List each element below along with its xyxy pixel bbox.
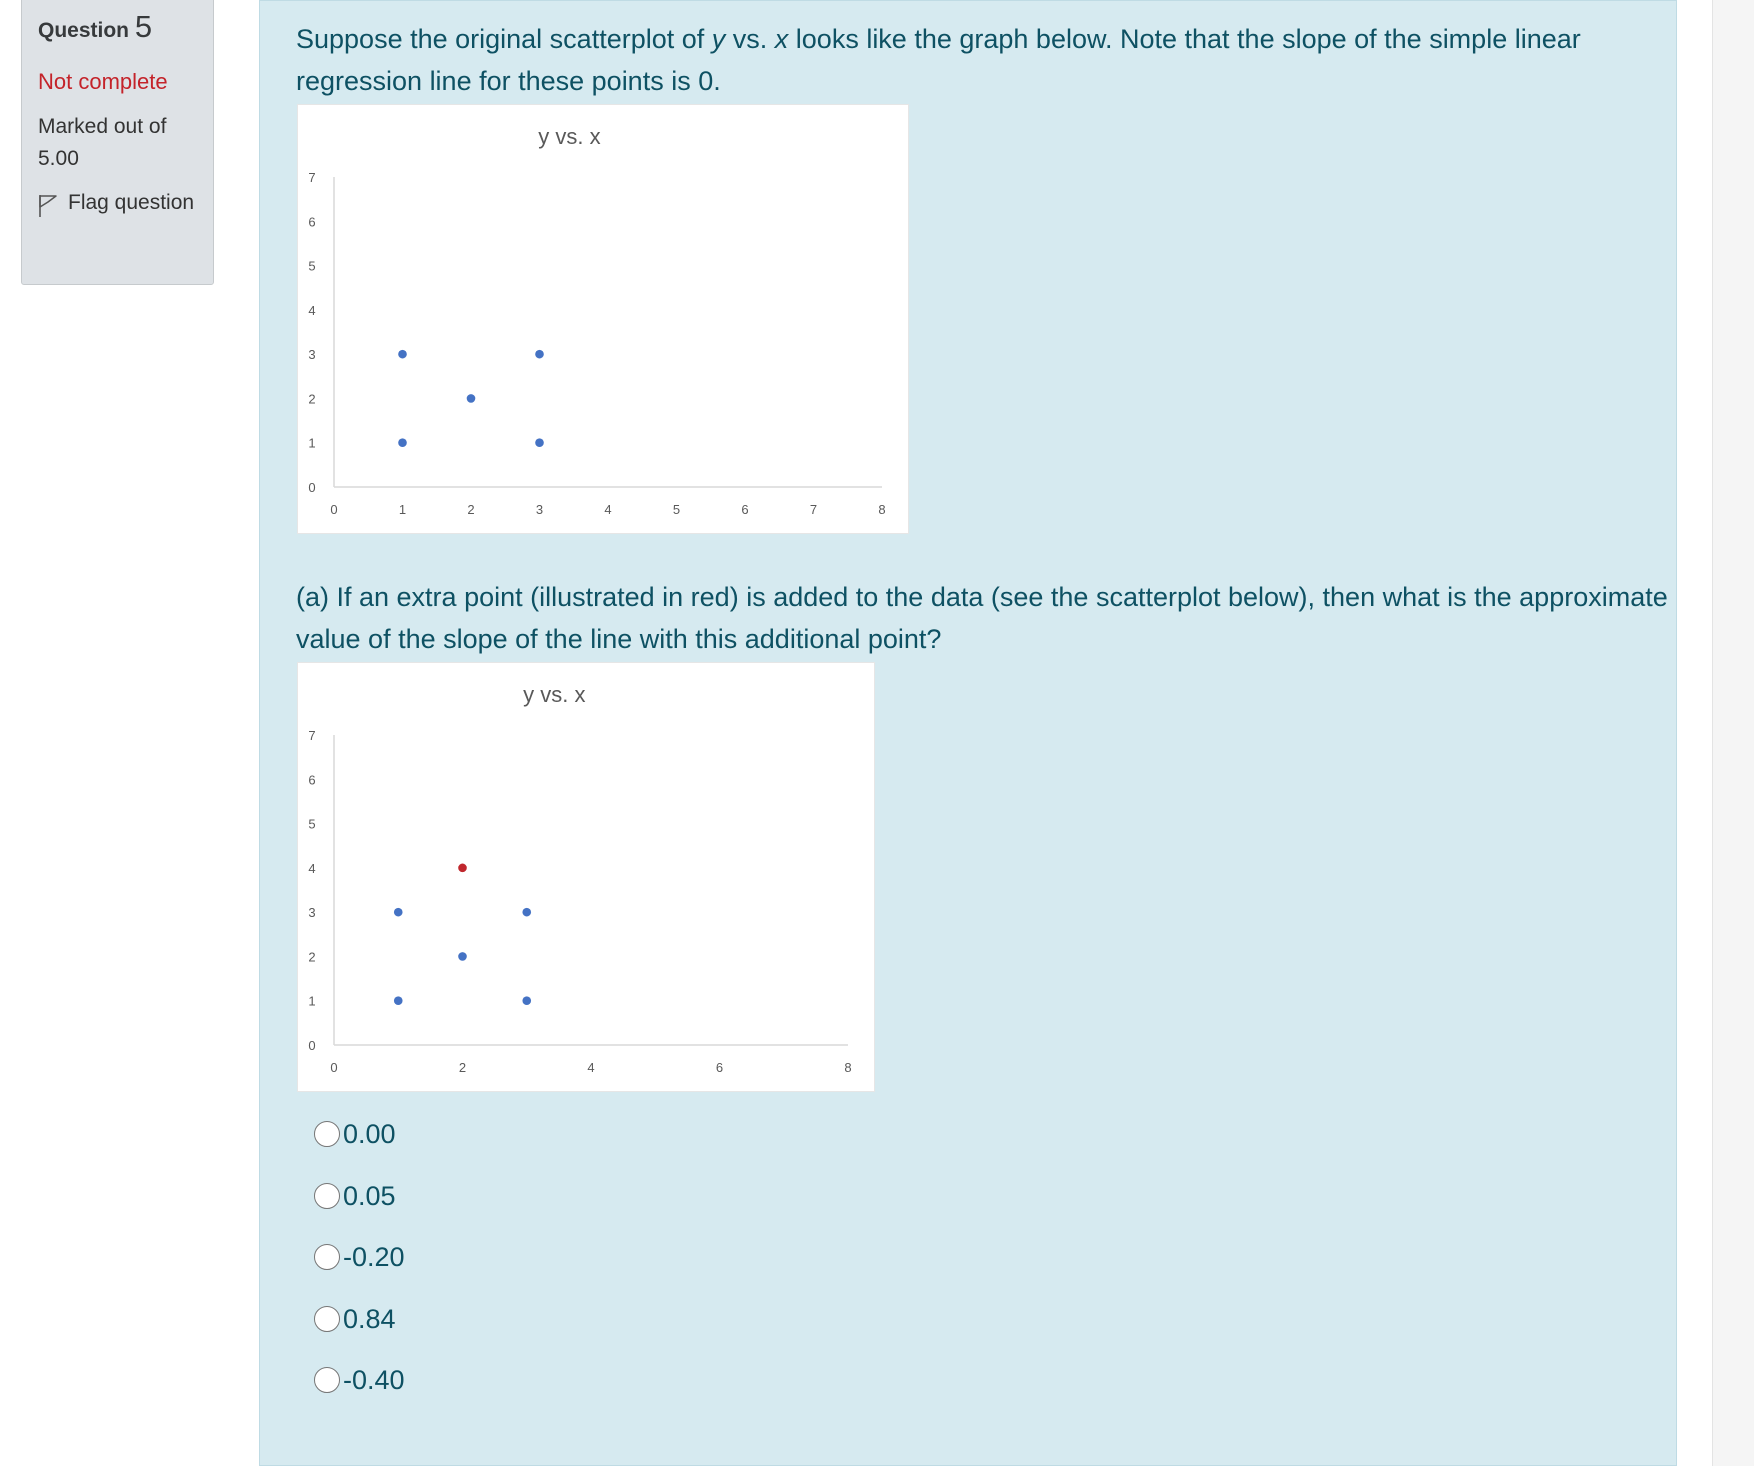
answer-option[interactable] bbox=[314, 1176, 405, 1238]
answer-option[interactable] bbox=[314, 1360, 405, 1422]
y-tick-label: 4 bbox=[308, 302, 316, 318]
x-tick-label: 8 bbox=[844, 1060, 852, 1075]
answer-radio-button[interactable] bbox=[314, 1121, 340, 1147]
x-tick-label: 0 bbox=[330, 1060, 338, 1075]
chart-title: y vs. x bbox=[538, 124, 601, 149]
y-tick-label: 6 bbox=[308, 772, 316, 788]
scatter-point-series-0 bbox=[535, 350, 544, 359]
answer-radio-button[interactable] bbox=[314, 1244, 340, 1270]
flag-question-link[interactable] bbox=[38, 187, 197, 219]
original-scatterplot bbox=[297, 104, 909, 534]
answer-option-label[interactable]: 0.00 bbox=[343, 1119, 396, 1149]
x-tick-label: 4 bbox=[587, 1060, 595, 1075]
chart-title: y vs. x bbox=[523, 682, 586, 707]
scatter-point-series-0 bbox=[522, 996, 531, 1005]
scatter-point-series-0 bbox=[522, 908, 531, 917]
question-content bbox=[259, 0, 1677, 1466]
y-tick-label: 3 bbox=[308, 905, 316, 921]
x-tick-label: 2 bbox=[467, 502, 475, 517]
scatter-point-series-0 bbox=[458, 952, 467, 961]
answer-option-label[interactable]: 0.05 bbox=[343, 1180, 396, 1211]
x-tick-label: 2 bbox=[458, 1060, 467, 1075]
scatterplot-1-svg bbox=[298, 663, 874, 1091]
answer-radio-button[interactable] bbox=[314, 1183, 340, 1209]
answer-option[interactable] bbox=[314, 1114, 405, 1176]
x-tick-label: 3 bbox=[535, 502, 544, 517]
y-tick-label: 0 bbox=[308, 1038, 316, 1053]
y-tick-label: 7 bbox=[308, 170, 316, 185]
scatter-point-series-0 bbox=[467, 394, 476, 403]
flag-icon bbox=[38, 194, 58, 218]
y-tick-label: 4 bbox=[308, 860, 316, 876]
answer-options bbox=[314, 1114, 405, 1422]
answer-option-label[interactable]: -0.20 bbox=[343, 1242, 405, 1272]
x-tick-label: 5 bbox=[672, 502, 681, 517]
answer-option-label[interactable]: -0.40 bbox=[343, 1365, 405, 1395]
y-tick-label: 1 bbox=[308, 435, 316, 451]
scatter-point-series-0 bbox=[398, 350, 407, 359]
flag-question-label[interactable]: Flag question bbox=[68, 191, 195, 214]
y-tick-label: 7 bbox=[308, 728, 316, 743]
scatterplot-0-svg bbox=[298, 105, 908, 533]
added-point-scatterplot bbox=[297, 662, 875, 1092]
question-state: Not complete bbox=[38, 69, 168, 94]
scatter-point-series-1 bbox=[458, 864, 467, 873]
answer-radio-button[interactable] bbox=[314, 1367, 340, 1393]
question-number-value: 5 bbox=[134, 9, 153, 44]
answer-option-label[interactable]: 0.84 bbox=[343, 1303, 396, 1334]
page-right-margin bbox=[1712, 0, 1754, 1466]
x-tick-label: 6 bbox=[741, 502, 749, 517]
y-tick-label: 5 bbox=[308, 258, 316, 274]
y-tick-label: 1 bbox=[308, 993, 316, 1009]
y-tick-label: 2 bbox=[308, 949, 316, 965]
x-tick-label: 4 bbox=[604, 502, 612, 517]
question-number bbox=[38, 9, 197, 45]
answer-option[interactable] bbox=[314, 1237, 405, 1299]
y-tick-label: 2 bbox=[308, 391, 316, 407]
scatter-point-series-0 bbox=[535, 438, 544, 447]
x-tick-label: 7 bbox=[809, 502, 818, 517]
answer-radio-button[interactable] bbox=[314, 1306, 340, 1332]
y-tick-label: 5 bbox=[308, 816, 316, 832]
x-tick-label: 0 bbox=[330, 502, 338, 517]
answer-option[interactable] bbox=[314, 1299, 405, 1361]
question-label: Question bbox=[38, 19, 130, 42]
y-tick-label: 6 bbox=[308, 214, 316, 230]
y-tick-label: 0 bbox=[308, 480, 316, 495]
scatter-point-series-0 bbox=[394, 908, 403, 917]
question-info-panel bbox=[21, 0, 214, 285]
scatter-point-series-0 bbox=[398, 438, 407, 447]
question-part-a-text: (a) If an extra point (illustrated in red) is added to the data (see the scatterplot below), then what is the approximate value of the slope of the line with this additional point? bbox=[296, 582, 1668, 654]
question-grade: Marked out of 5.00 bbox=[38, 115, 167, 170]
question-intro-text: Suppose the original scatterplot of y vs. x looks like the graph below. Note that the slope of the simple linear regression line for these points is 0. bbox=[296, 24, 1581, 96]
x-tick-label: 1 bbox=[398, 502, 407, 517]
scatter-point-series-0 bbox=[394, 996, 403, 1005]
y-tick-label: 3 bbox=[308, 347, 316, 363]
x-tick-label: 6 bbox=[715, 1060, 724, 1075]
x-tick-label: 8 bbox=[878, 502, 886, 517]
